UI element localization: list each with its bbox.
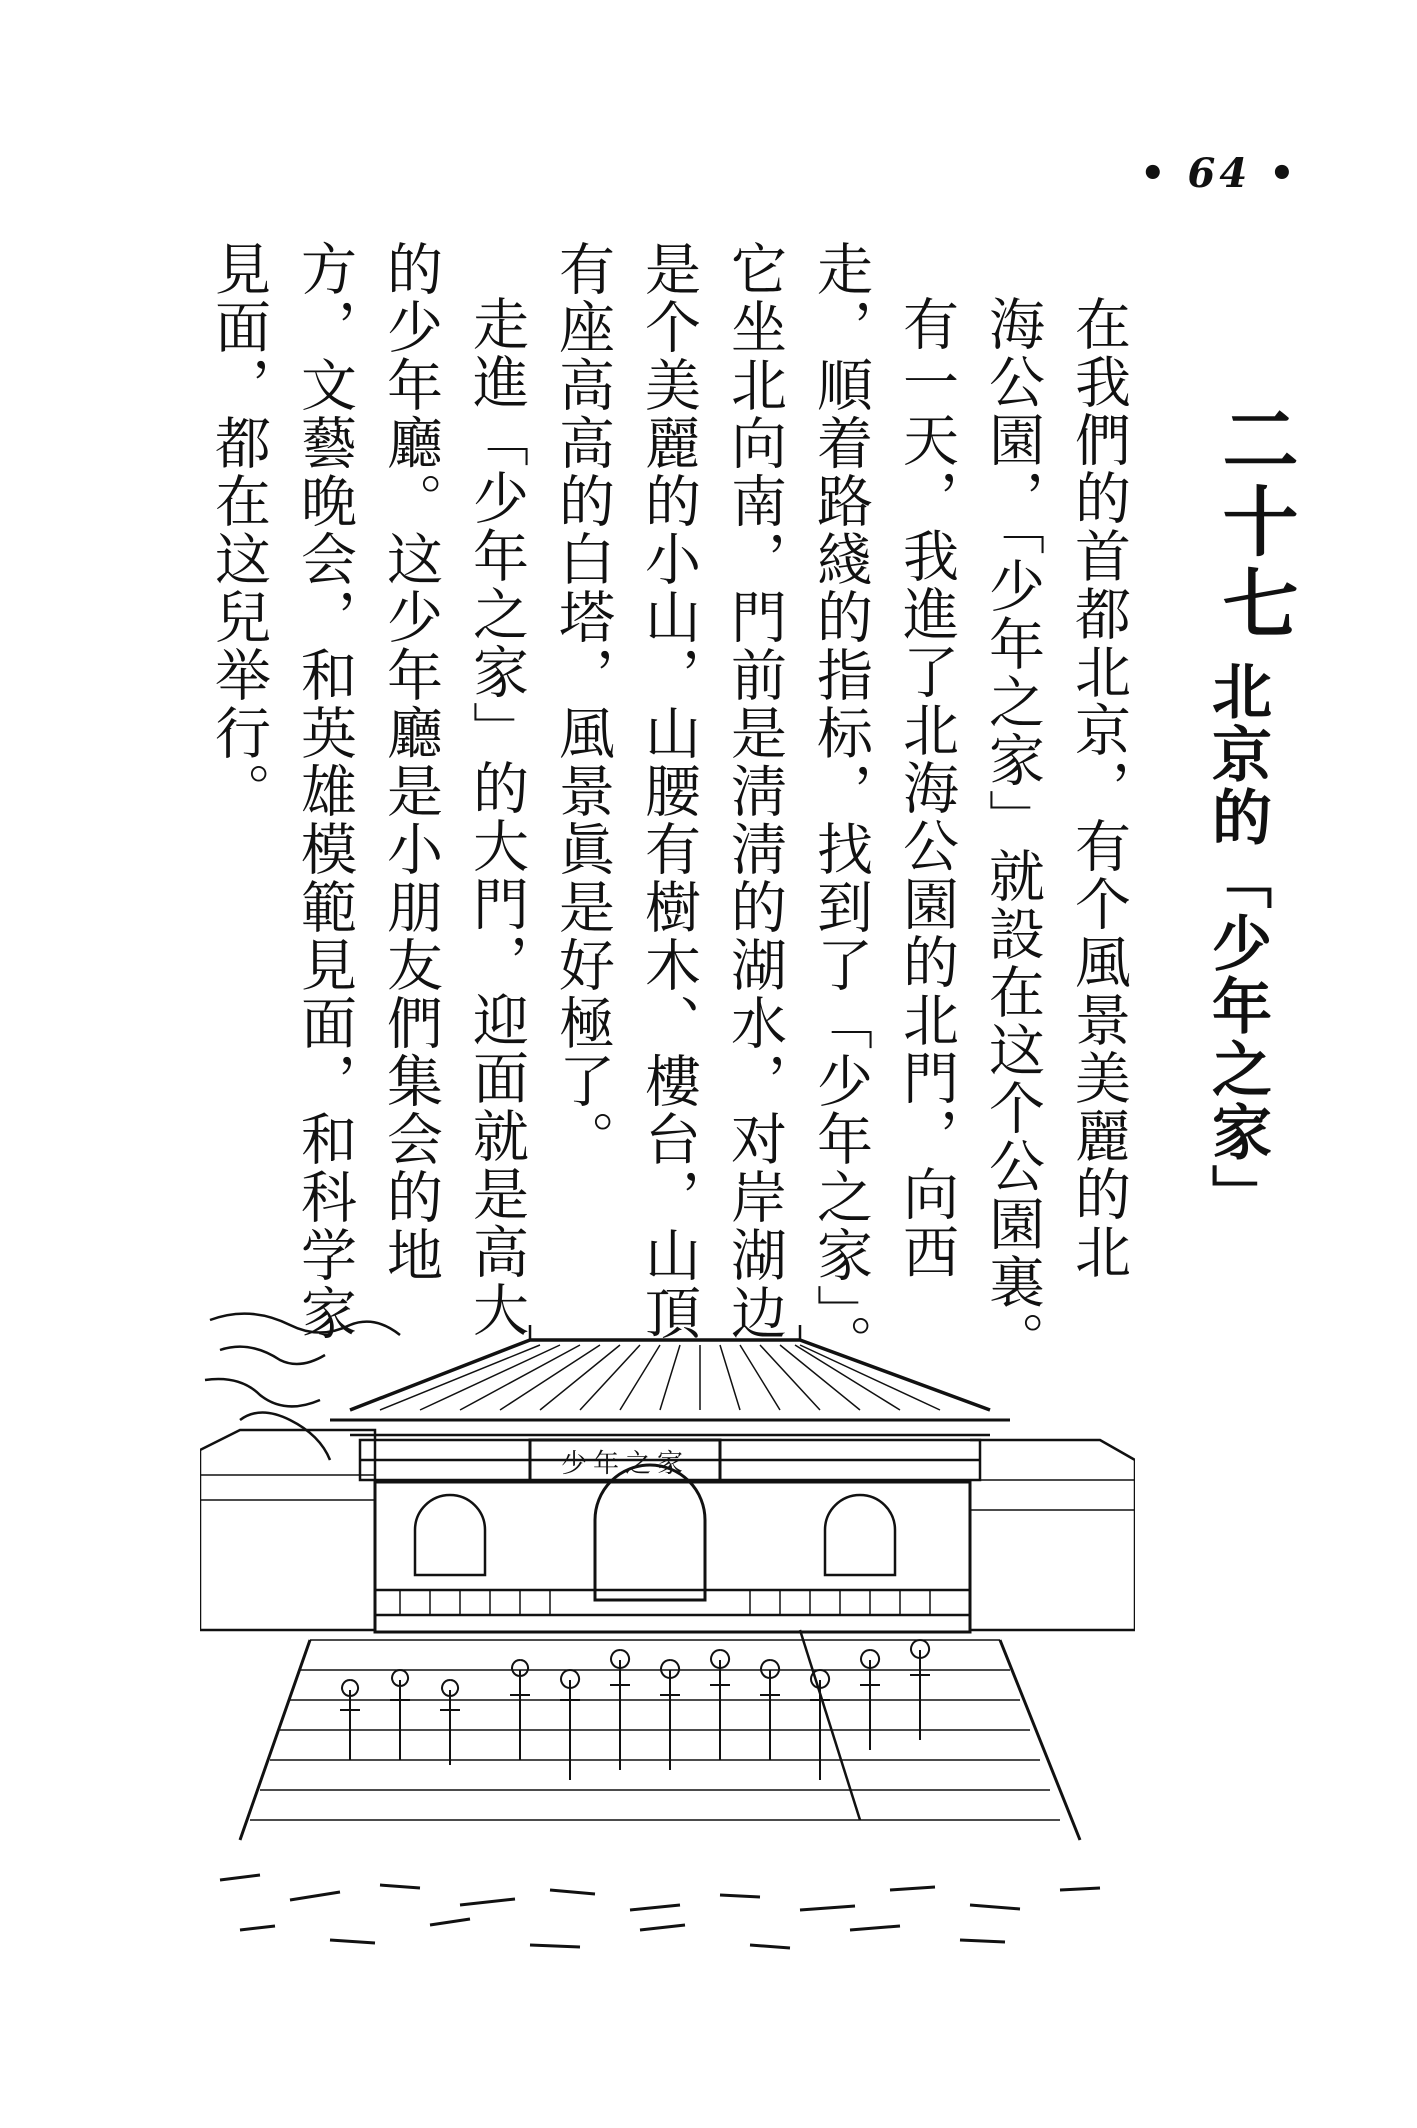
text-column: 的少年廳。这少年廳是小朋友們集会的地 — [378, 240, 443, 1284]
pavilion-illustration — [200, 1300, 1135, 1955]
page-number: • 64 • — [1140, 150, 1299, 197]
text-column: 在我們的首都北京，有个風景美麗的北 — [1066, 295, 1131, 1281]
text-column: 它坐北向南，門前是淸淸的湖水，对岸湖边 — [722, 240, 787, 1342]
text-column: 見面，都在这兒举行。 — [206, 240, 271, 820]
text-column: 是个美麗的小山，山腰有樹木、樓台，山頂 — [636, 240, 701, 1342]
chapter-title: 北京的「少年之家」 — [1202, 660, 1272, 1227]
chapter-number: 二十七 — [1210, 400, 1299, 646]
sign-text: 少年之家 — [560, 1449, 690, 1479]
text-column: 有一天，我進了北海公園的北門，向西 — [894, 295, 959, 1281]
text-column: 走進「少年之家」的大門，迎面就是高大 — [464, 295, 529, 1339]
text-column: 海公園，「少年之家」就設在这个公園裏。 — [980, 295, 1045, 1369]
text-column: 有座高高的白塔，風景眞是好極了。 — [550, 240, 615, 1168]
text-column: 走，順着路綫的指标，找到了「少年之家」。 — [808, 240, 873, 1372]
text-column: 方，文藝晚会，和英雄模範見面，和科学家 — [292, 240, 357, 1342]
